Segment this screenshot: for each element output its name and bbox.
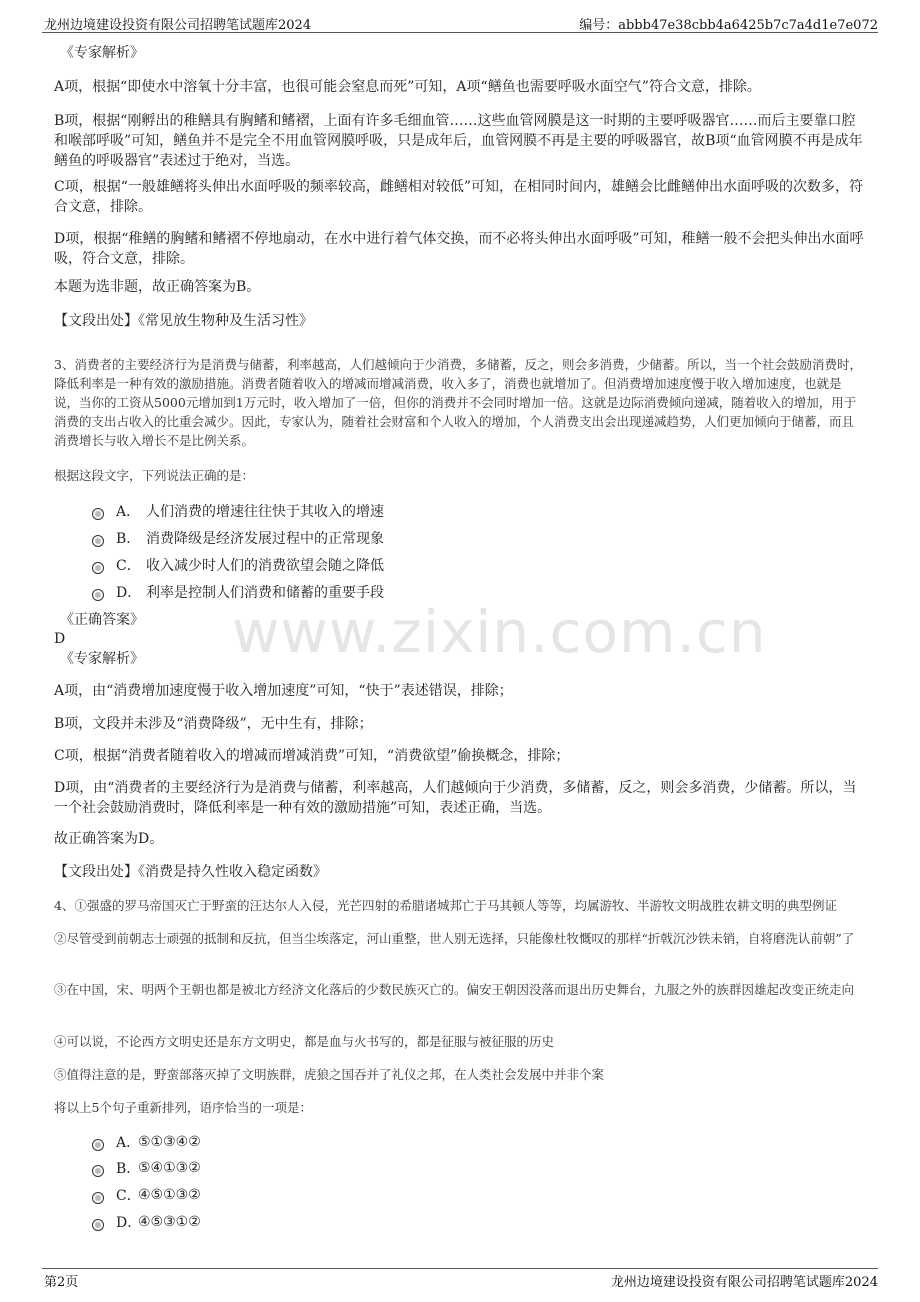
option-text: ④⑤①③② — [138, 1187, 201, 1203]
option-text: 收入减少时人们的消费欲望会随之降低 — [146, 558, 384, 574]
option-text: ⑤①③④② — [138, 1134, 201, 1150]
q4-sentence-2: ②尽管受到前朝志士顽强的抵制和反抗，但当尘埃落定，河山重整，世人别无选择，只能像杜牧慨叹的那样“折戟沉沙铁未销，自将磨洗认前朝”了 — [54, 931, 855, 946]
option-letter: D． — [116, 1215, 142, 1231]
radio-icon[interactable] — [92, 1219, 104, 1231]
option-letter: B． — [116, 1161, 141, 1177]
q4-option-c[interactable] — [92, 1183, 201, 1207]
footer-title: 龙州边境建设投资有限公司招聘笔试题库2024 — [610, 1275, 878, 1290]
q4-option-d[interactable] — [92, 1210, 201, 1234]
footer-divider — [42, 1268, 878, 1269]
q3-option-b[interactable] — [92, 526, 384, 550]
q3-answer: D — [54, 631, 66, 647]
radio-icon[interactable] — [92, 1165, 104, 1177]
option-letter: C． — [116, 558, 141, 574]
q2-analysis-a: A项，根据“即使水中溶氧十分丰富，也很可能会窒息而死”可知，A项“鳝鱼也需要呼吸水面空气”符合文意，排除。 — [54, 79, 761, 95]
q3-analysis-b: B项，文段并未涉及“消费降级”，无中生有，排除； — [54, 716, 373, 732]
q4-option-b[interactable] — [92, 1156, 201, 1180]
option-letter: A． — [116, 1135, 141, 1151]
q2-analysis-c: C项，根据“一般雄鳝将头伸出水面呼吸的频率较高，雌鳝相对较低”可知，在相同时间内，雄鳝会比雌鳝伸出水面呼吸的次数多，符合文意，排除。 — [54, 179, 864, 215]
option-text: 人们消费的增速往往快于其收入的增速 — [146, 504, 384, 520]
radio-icon[interactable] — [92, 508, 104, 520]
q3-analysis-d: D项，由“消费者的主要经济行为是消费与储蓄，利率越高，人们越倾向于少消费，多储蓄，反之，则会多消费，少储蓄。所以，当一个社会鼓励消费时，降低利率是一种有效的激励措施”可知，表述正确，当选。 — [54, 780, 857, 816]
q3-answer-label: 《正确答案》 — [60, 612, 144, 628]
radio-icon[interactable] — [92, 589, 104, 601]
radio-icon[interactable] — [92, 1139, 104, 1151]
q2-answer-line: 本题为选非题，故正确答案为B。 — [54, 279, 261, 295]
q4-sentence-1: 4、①强盛的罗马帝国灭亡于野蛮的汪达尔人入侵，光芒四射的希腊诸城邦亡于马其顿人等等，均属游牧、半游牧文明战胜农耕文明的典型例证 — [54, 898, 837, 913]
page-number: 第2页 — [44, 1275, 79, 1290]
option-text: 利率是控制人们消费和储蓄的重要手段 — [146, 585, 384, 601]
q3-option-c[interactable] — [92, 553, 384, 577]
q3-analysis-label: 《专家解析》 — [60, 651, 144, 667]
page-header — [0, 0, 920, 33]
q2-analysis-d: D项，根据“稚鳝的胸鳍和鳍褶不停地扇动，在水中进行着气体交换，而不必将头伸出水面呼吸”可知，稚鳝一般不会把头伸出水面呼吸，符合文意，排除。 — [54, 231, 864, 267]
header-divider — [42, 32, 878, 33]
option-text: ④⑤③①② — [138, 1214, 201, 1230]
q3-analysis-a: A项，由“消费增加速度慢于收入增加速度”可知，“快于”表述错误，排除； — [54, 683, 513, 699]
q3-option-a[interactable] — [92, 499, 384, 523]
header-title: 龙州边境建设投资有限公司招聘笔试题库2024 — [44, 18, 312, 33]
header-doc-id: 编号：abbb47e38cbb4a6425b7c7a4d1e7e072 — [579, 18, 878, 33]
q4-sentence-4: ④可以说，不论西方文明史还是东方文明史，都是血与火书写的，都是征服与被征服的历史 — [54, 1034, 555, 1049]
option-letter: C． — [116, 1188, 141, 1204]
q4-sentence-5: ⑤值得注意的是，野蛮部落灭掉了文明族群，虎狼之国吞并了礼仪之邦，在人类社会发展中并非个案 — [54, 1067, 605, 1082]
q3-prompt: 根据这段文字，下列说法正确的是： — [54, 468, 255, 483]
option-letter: D． — [116, 585, 142, 601]
option-text: 消费降级是经济发展过程中的正常现象 — [146, 531, 384, 547]
q4-sentence-3: ③在中国，宋、明两个王朝也都是被北方经济文化落后的少数民族灭亡的。偏安王朝因没落而退出历史舞台，九服之外的族群因雄起改变正统走向 — [54, 982, 855, 997]
radio-icon[interactable] — [92, 535, 104, 547]
radio-icon[interactable] — [92, 1192, 104, 1204]
radio-icon[interactable] — [92, 562, 104, 574]
q3-passage: 3、消费者的主要经济行为是消费与储蓄，利率越高，人们越倾向于少消费，多储蓄，反之，则会多消费，少储蓄。所以，当一个社会鼓励消费时，降低利率是一种有效的激励措施。消费者随着收入的增减而增减消费，收入多了，消费也就增加了。但消费增加速度慢于收入增加速度，也就是说，当你的工资从5000元增加到1万元时，收入增加了一倍，但你的消费并不会同时增加一倍。这就是边际消费倾向递减，随着收入的增加，用于消费的支出占收入的比重会减少。因此，专家认为，随着社会财富和个人收入的增加，个人消费支出会出现递减趋势，人们更加倾向于储蓄，而且消费增长与收入增长不是比例关系。 — [54, 357, 862, 448]
watermark: www.zixin.com.cn — [232, 598, 767, 666]
option-text: ⑤④①③② — [138, 1160, 201, 1176]
q3-option-d[interactable] — [92, 580, 384, 604]
q3-answer-line: 故正确答案为D。 — [54, 831, 164, 847]
q2-analysis-b: B项，根据“刚孵出的稚鳝具有胸鳍和鳍褶，上面有许多毛细血管……这些血管网膜是这一时期的主要呼吸器官……而后主要靠口腔和喉部呼吸”可知，鳝鱼并不是完全不用血管网膜呼吸，只是成年后，血管网膜不再是主要的呼吸器官，故B项“血管网膜不再是成年鳝鱼的呼吸器官”表述过于绝对，当选。 — [54, 113, 863, 169]
q3-analysis-c: C项，根据“消费者随着收入的增减而增减消费”可知，“消费欲望”偷换概念，排除； — [54, 748, 570, 764]
option-letter: B． — [116, 531, 141, 547]
q4-option-a[interactable] — [92, 1130, 201, 1154]
q2-analysis-label: 《专家解析》 — [60, 45, 144, 61]
q3-source: 【文段出处】《消费是持久性收入稳定函数》 — [54, 864, 327, 880]
option-letter: A． — [116, 504, 141, 520]
q4-prompt: 将以上5个句子重新排列，语序恰当的一项是： — [54, 1100, 312, 1115]
q2-source: 【文段出处】《常见放生物种及生活习性》 — [54, 313, 313, 329]
